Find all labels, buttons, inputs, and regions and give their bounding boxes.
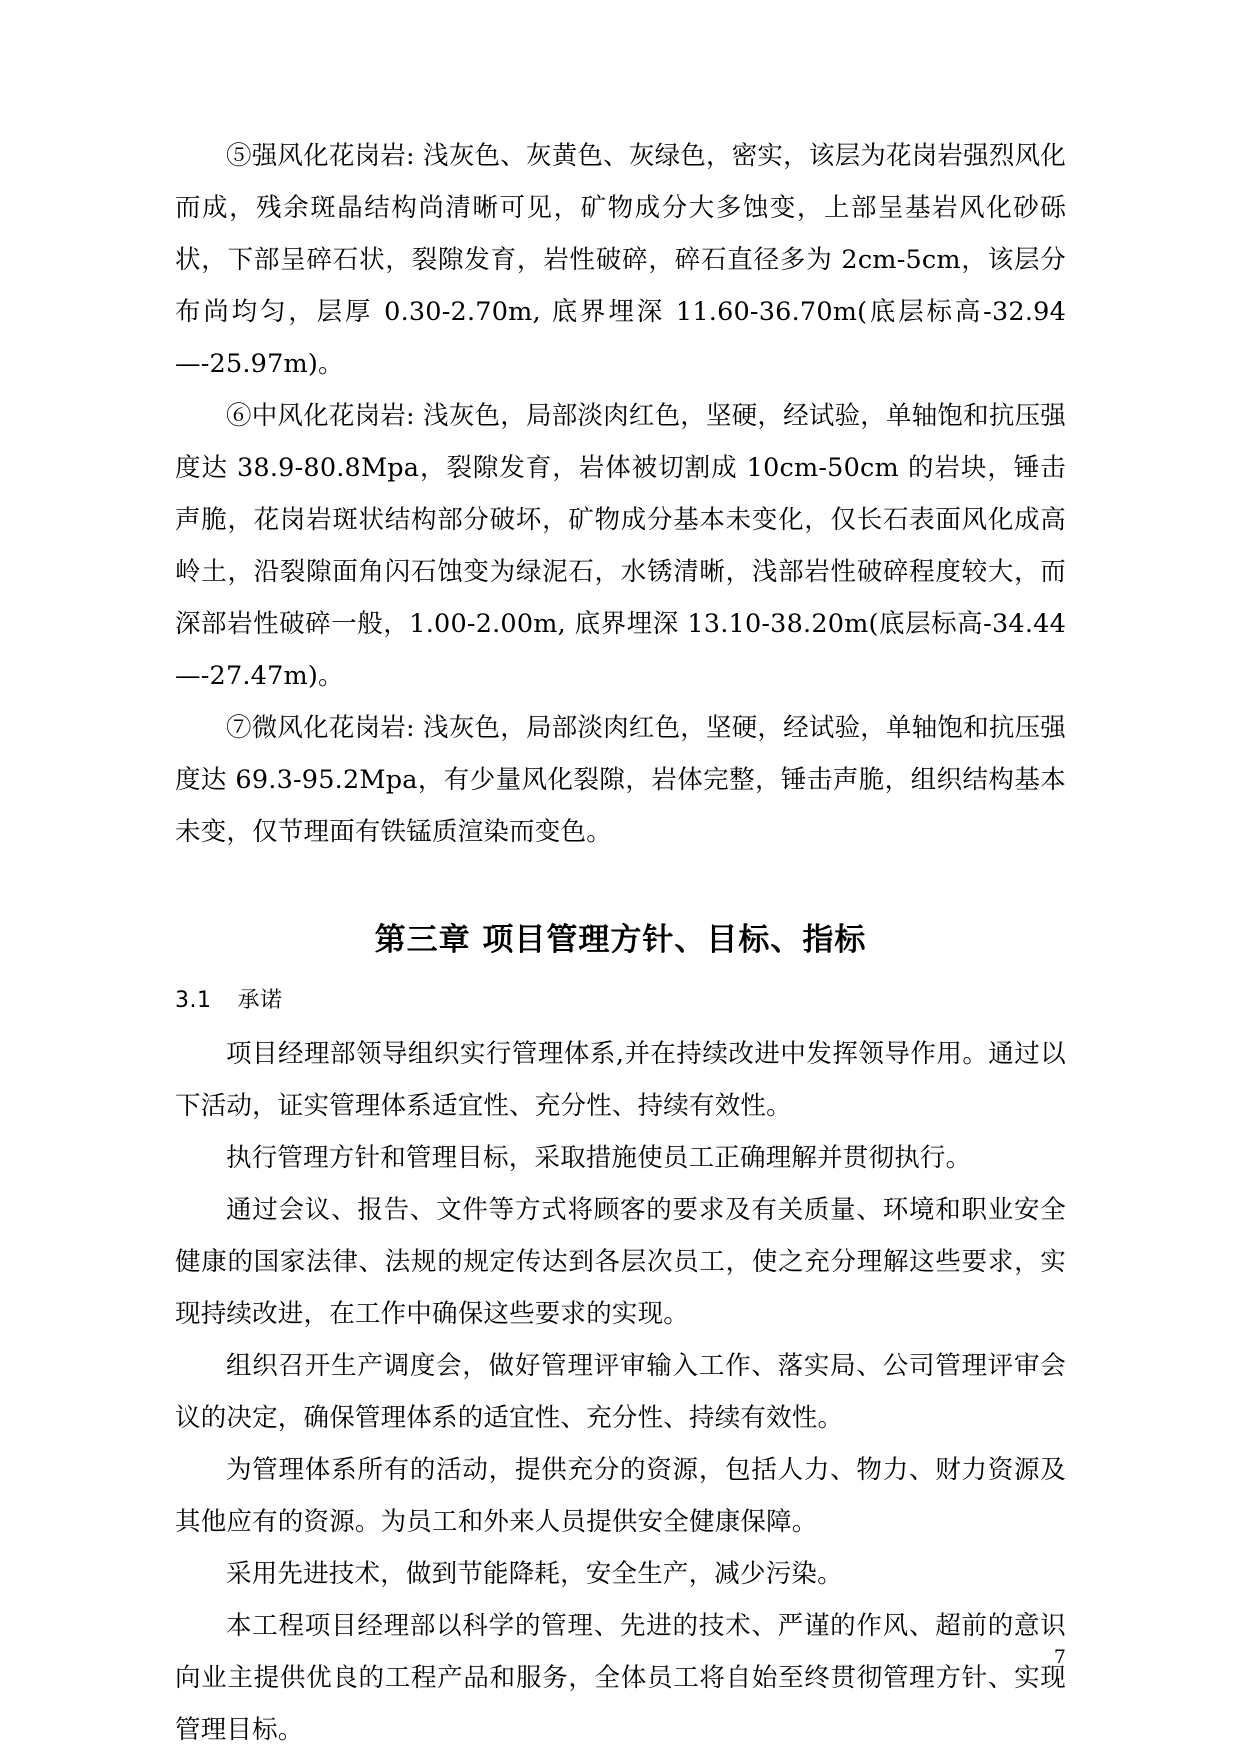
section-number: 3.1 [175,988,212,1013]
paragraph-moderately-weathered-granite: ⑥中风化花岗岩: 浅灰色，局部淡肉红色，坚硬，经试验，单轴饱和抗压强度达 38.9-80.8Mpa，裂隙发育，岩体被切割成 10cm-50cm 的岩块，锤击声脆，花岗岩斑状结构部分破坏，矿物成分基本未变化，仅长石表面风化成高岭土，沿裂隙面角闪石蚀变为绿泥石，水锈清晰，浅部岩性破碎程度较大，而深部岩性破碎一般，1.00-2.00m, 底界埋深 13.10-38.20m(底层标高-34.44—-27.47m)。 [175,401,1066,691]
paragraph-leadership: 项目经理部领导组织实行管理体系,并在持续改进中发挥领导作用。通过以下活动，证实管理体系适宜性、充分性、持续有效性。 [175,1039,1066,1121]
section-heading [175,983,1066,1014]
paragraph-management-review: 组织召开生产调度会，做好管理评审输入工作、落实局、公司管理评审会议的决定，确保管理体系的适宜性、充分性、持续有效性。 [175,1351,1066,1433]
spacer-after-chapter [175,959,1066,983]
paragraph-resources: 为管理体系所有的活动，提供充分的资源，包括人力、物力、财力资源及其他应有的资源。为员工和外来人员提供安全健康保障。 [175,1455,1066,1537]
page-number: 7 [1053,1646,1066,1668]
paragraph-slightly-weathered-granite: ⑦微风化花岗岩: 浅灰色，局部淡肉红色，坚硬，经试验，单轴饱和抗压强度达 69.3-95.2Mpa，有少量风化裂隙，岩体完整，锤击声脆，组织结构基本未变，仅节理面有铁锰质渲染而变色。 [175,713,1066,847]
section-title: 承诺 [237,988,283,1013]
chapter-title: 第三章 项目管理方针、目标、指标 [374,922,867,958]
paragraph-communication: 通过会议、报告、文件等方式将顾客的要求及有关质量、环境和职业安全健康的国家法律、法规的规定传达到各层次员工，使之充分理解这些要求，实现持续改进，在工作中确保这些要求的实现。 [175,1195,1066,1329]
paragraph-project-commitment: 本工程项目经理部以科学的管理、先进的技术、严谨的作风、超前的意识向业主提供优良的工程产品和服务，全体员工将自始至终贯彻管理方针、实现管理目标。 [175,1611,1066,1745]
paragraph-policy-execution: 执行管理方针和管理目标，采取措施使员工正确理解并贯彻执行。 [226,1143,972,1173]
commitment-section [175,1028,1066,1756]
geology-section [175,130,1066,858]
paragraph-strongly-weathered-granite: ⑤强风化花岗岩: 浅灰色、灰黄色、灰绿色，密实，该层为花岗岩强烈风化而成，残余斑晶结构尚清晰可见，矿物成分大多蚀变，上部呈基岩风化砂砾状，下部呈碎石状，裂隙发育，岩性破碎，碎石直径多为 2cm-5cm，该层分布尚均匀，层厚 0.30-2.70m, 底界埋深 11.60-36.70m(底层标高-32.94—-25.97m)。 [175,141,1066,379]
spacer-before-chapter [175,858,1066,914]
spacer-after-section-heading [175,1014,1066,1028]
paragraph-technology: 采用先进技术，做到节能降耗，安全生产，减少污染。 [226,1559,843,1589]
